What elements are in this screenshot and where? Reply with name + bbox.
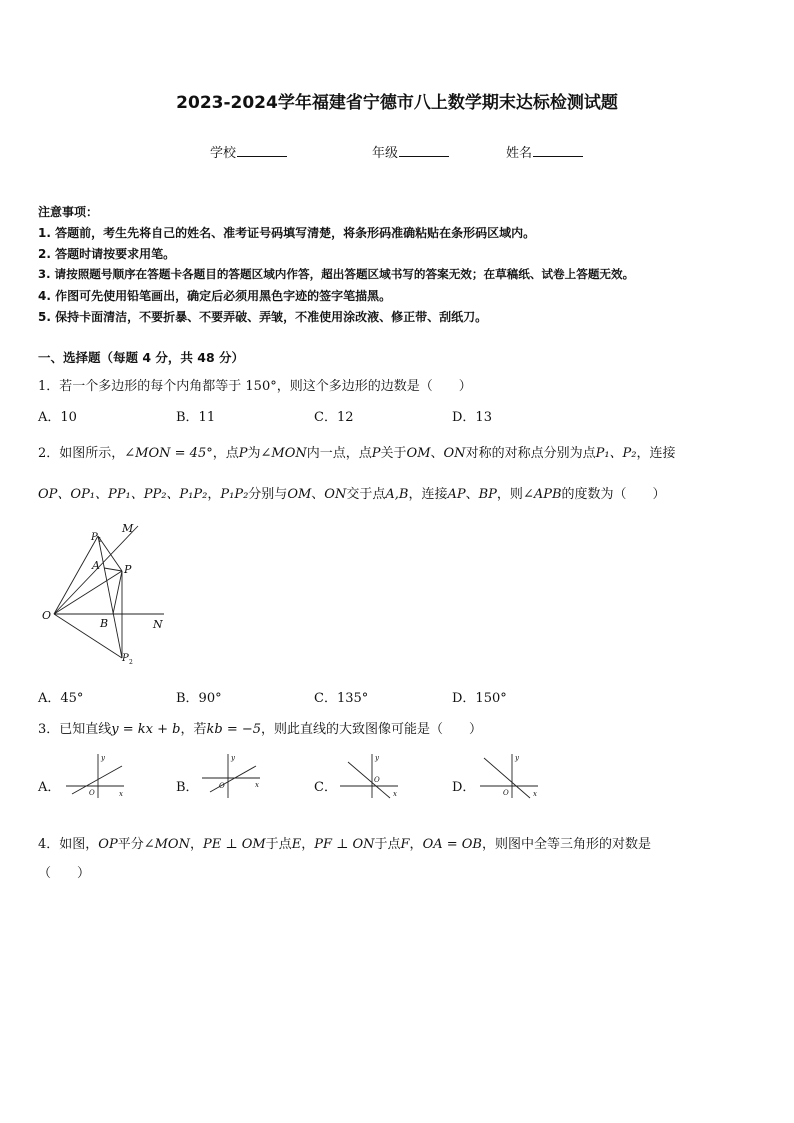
question-4-stem: 4．如图，OP平分∠MON，PE ⊥ OM于点E，PF ⊥ ON于点F，OA = OB，则图中全等三角形的对数是: [38, 837, 651, 852]
svg-text:x: x: [255, 781, 259, 789]
q2-option-d[interactable]: D．150°: [452, 691, 507, 706]
svg-text:O: O: [89, 789, 95, 797]
notice-item: 5. 保持卡面清洁，不要折暴、不要弄破、弄皱，不准使用涂改液、修正带、刮纸刀。: [38, 310, 488, 324]
svg-text:O: O: [503, 789, 509, 797]
svg-text:x: x: [119, 790, 123, 798]
label-b: B: [100, 617, 109, 630]
school-blank[interactable]: [237, 144, 287, 157]
q1-option-d[interactable]: D．13: [452, 410, 492, 425]
q2-option-a[interactable]: A．45°: [38, 691, 84, 706]
label-o: O: [42, 609, 52, 622]
notice-item: 2. 答题时请按要求用笔。: [38, 247, 176, 261]
label-m: M: [122, 522, 134, 535]
section-heading: 一、选择题（每题 4 分，共 48 分）: [38, 350, 245, 365]
svg-text:y: y: [231, 754, 235, 762]
question-2-stem-line1: 2．如图所示，∠MON = 45°，点P为∠MON内一点，点P关于OM、ON对称的对称点分别为点P₁、P₂，连接: [38, 446, 676, 461]
question-1-stem: 1．若一个多边形的每个内角都等于 150°，则这个多边形的边数是（ ）: [38, 379, 472, 394]
label-p1-sub: 1: [98, 537, 102, 544]
name-blank[interactable]: [533, 144, 583, 157]
segment-ap: [104, 568, 122, 571]
grade-blank[interactable]: [399, 144, 449, 157]
svg-text:x: x: [393, 790, 397, 798]
label-p: P: [124, 563, 132, 576]
q3-option-b[interactable]: B．: [176, 780, 199, 795]
notice-item: 4. 作图可先使用铅笔画出，确定后必须用黑色字迹的签字笔描黑。: [38, 289, 392, 303]
svg-text:y: y: [375, 754, 379, 762]
segment-op2: [54, 614, 122, 658]
q3-graph-a: [64, 752, 126, 800]
question-3-stem: 3．已知直线y = kx + b，若kb = −5，则此直线的大致图像可能是（ ）: [38, 722, 483, 737]
q2-option-c[interactable]: C．135°: [314, 691, 369, 706]
svg-text:y: y: [515, 754, 519, 762]
q3-graph-b: [200, 752, 262, 800]
question-2-stem-line2: OP、OP₁、PP₁、PP₂、P₁P₂，P₁P₂分别与OM、ON交于点A,B，连接AP、BP，则∠APB的度数为（ ）: [38, 487, 666, 502]
svg-text:x: x: [533, 790, 537, 798]
q3-option-a[interactable]: A．: [38, 780, 61, 795]
grade-field: [372, 142, 449, 161]
school-label: 学校: [210, 146, 237, 161]
label-p2: P: [122, 653, 129, 664]
q1-option-b[interactable]: B．11: [176, 410, 216, 425]
notice-heading: 注意事项：: [38, 205, 99, 219]
name-field: [506, 142, 583, 161]
svg-text:O: O: [219, 782, 225, 790]
notice-item: 3. 请按照题号顺序在答题卡各题目的答题区域内作答，超出答题区域书写的答案无效；在草稿纸、试卷上答题无效。: [38, 267, 635, 281]
label-p2-sub: 2: [129, 659, 133, 666]
q3-graph-d: [478, 752, 540, 800]
question-4-answer-parens: （ ）: [38, 866, 91, 881]
label-n: N: [153, 618, 163, 631]
q3-graph-c: [338, 752, 400, 800]
svg-text:O: O: [374, 776, 380, 784]
name-label: 姓名: [506, 146, 533, 161]
q1-option-c[interactable]: C．12: [314, 410, 354, 425]
label-p1: P: [91, 532, 98, 543]
q2-option-b[interactable]: B．90°: [176, 691, 222, 706]
segment-bp: [113, 571, 122, 614]
school-field: [210, 142, 287, 161]
label-a: A: [92, 559, 100, 572]
segment-p1p2: [98, 536, 122, 658]
q2-figure: [36, 518, 176, 668]
grade-label: 年级: [372, 146, 399, 161]
paper-title: 2023-2024学年福建省宁德市八上数学期末达标检测试题: [176, 93, 618, 113]
q3-option-d[interactable]: D．: [452, 780, 476, 795]
notice-item: 1. 答题前，考生先将自己的姓名、准考证号码填写清楚，将条形码准确粘贴在条形码区域内。: [38, 226, 536, 240]
q1-option-a[interactable]: A．10: [38, 410, 77, 425]
q3-option-c[interactable]: C．: [314, 780, 337, 795]
svg-text:y: y: [101, 754, 105, 762]
